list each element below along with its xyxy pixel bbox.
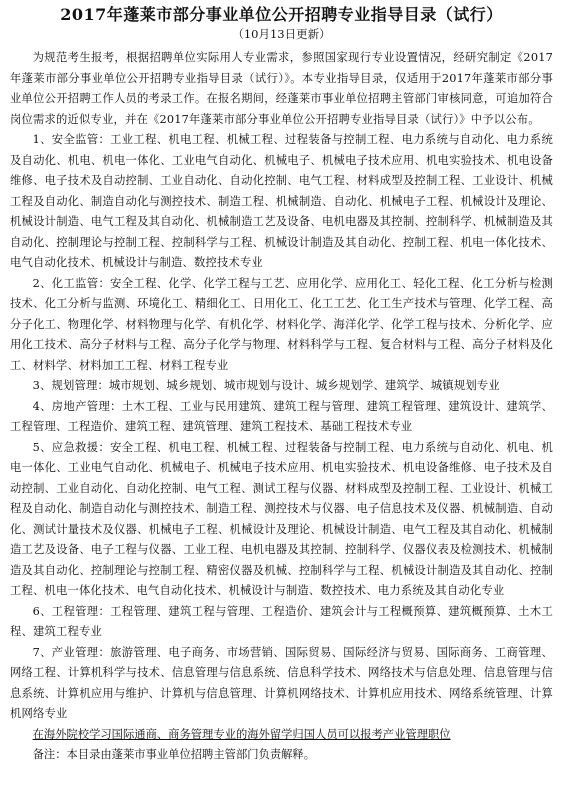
remark: 备注：本目录由蓬莱市事业单位招聘主管部门负责解释。 [32, 748, 316, 761]
category-industry-management [10, 643, 553, 725]
category-majors: 安全工程、机电工程、机械工程、过程装备与控制工程、电力系统与自动化、机电、机电一体化、工业电气自动化、机械电子、机械电子技术应用、机电实验技术、机电设备维修、电子技术及自动控制、工业自动化、自动化控制、电气工程、测试工程与仪器、材料成型及控制工程、工业设计、机械工程及自动化、制造自动化与测控技术、制造工程、测控技术与仪器、电子信息技术及仪器、机械制造、自动化、测试计量技术及仪器、机械电子工程、机械设计及理论、机械设计制造、电气工程及其自动化、机械制造工艺及设备、电子工程与仪器、工业工程、电机电器及其控制、控制科学、仪器仪表及检测技术、机械制造及其自动化、控制理论与控制工程、精密仪器及机械、控制科学与工程、机械设计制造及其自动化、控制工程、机电一体化技术、电气自动化技术、机械设计与制造、数控技术、电力系统及其自动化专业 [10, 440, 553, 597]
category-majors: 土木工程、工业与民用建筑、建筑工程与管理、建筑工程管理、建筑设计、建筑学、工程管理、工程造价、建筑工程、建筑管理、建筑工程技术、基础工程技术专业 [10, 399, 553, 433]
category-majors: 安全工程、化学、化学工程与工艺、应用化学、应用化工、轻化工程、化工分析与检测技术、化工分析与监测、环境化工、精细化工、日用化工、化工工艺、化工生产技术与管理、化学工程、高分子化工、物理化学、材料物理与化学、有机化学、材料化学、海洋化学、化学工程与技术、分析化学、应用化工技术、高分子材料与工程、高分子化学与物理、材料科学与工程、复合材料与工程、高分子材料及化工、材料学、材料加工工程、材料工程专业 [10, 276, 553, 372]
category-label: 6、工程管理： [32, 604, 111, 618]
category-majors: 旅游管理、电子商务、市场营销、国际贸易、国际经济与贸易、国际商务、工商管理、网络工程、计算机科学与技术、信息管理与信息系统、信息科学技术、网络技术与信息处理、信息管理与信息系统、计算机应用与维护、计算机与信息管理、计算机网络技术、计算机应用技术、网络系统管理、计算机网络专业 [10, 645, 553, 720]
category-majors: 工业工程、机电工程、机械工程、过程装备与控制工程、电力系统与自动化、电力系统及自动化、机电、机电一体化、工业电气自动化、机械电子、机械电子技术应用、机电实验技术、机电设备维修、电子技术及自动控制、工业自动化、自动化控制、电气工程、材料成型及控制工程、工业设计、机械工程及自动化、制造自动化与测控技术、制造工程、机械制造、自动化、机械电子工程、机械设计及理论、机械设计制造、电气工程及其自动化、机械制造工艺及设备、电机电器及其控制、控制科学、机械制造及其自动化、控制理论与控制工程、控制科学与工程、机械设计制造及其自动化、控制工程、机电一体化技术、电气自动化技术、机械设计与制造、数控技术专业 [10, 133, 553, 269]
category-label: 7、产业管理： [32, 645, 111, 659]
category-real-estate-management [10, 397, 553, 438]
category-engineering-management [10, 602, 553, 643]
category-majors: 城市规划、城乡规划、城市规划与设计、城乡规划学、建筑学、城镇规划专业 [108, 379, 500, 392]
document-title: 2017年蓬莱市部分事业单位公开招聘专业指导目录（试行） [60, 5, 503, 24]
category-label: 2、化工监管： [32, 276, 111, 290]
intro-paragraph: 为规范考生报考，根据招聘单位实际用人专业需求，参照国家现行专业设置情况，经研究制定《2017年蓬莱市部分事业单位公开招聘专业指导目录（试行）》。本专业指导目录，仅适用于2017年蓬莱市部分事业单位公开招聘工作人员的考录工作。在报名期间，经蓬莱市事业单位招聘主管部门审核同意，可追加符合岗位需求的近似专业，并在《2017年蓬莱市部分事业单位公开招聘专业指导目录（试行）》中予以公布。 [10, 51, 553, 126]
category-label: 3、规划管理： [32, 379, 109, 392]
category-label: 5、应急救援： [32, 440, 111, 454]
category-majors: 工程管理、建筑工程与管理、工程造价、建筑会计与工程概预算、建筑概预算、土木工程、建筑工程专业 [10, 604, 553, 638]
update-date: （10月13日更新） [232, 27, 331, 41]
category-label: 4、房地产管理： [32, 399, 122, 413]
category-label: 1、安全监管： [32, 133, 111, 146]
category-planning-management [10, 376, 553, 397]
category-chemical-supervision [10, 274, 553, 377]
category-safety-supervision [10, 130, 553, 274]
category-emergency-rescue [10, 438, 553, 602]
overseas-returnee-note: 在海外院校学习国际通商、商务管理专业的海外留学归国人员可以报考产业管理职位 [32, 727, 451, 741]
